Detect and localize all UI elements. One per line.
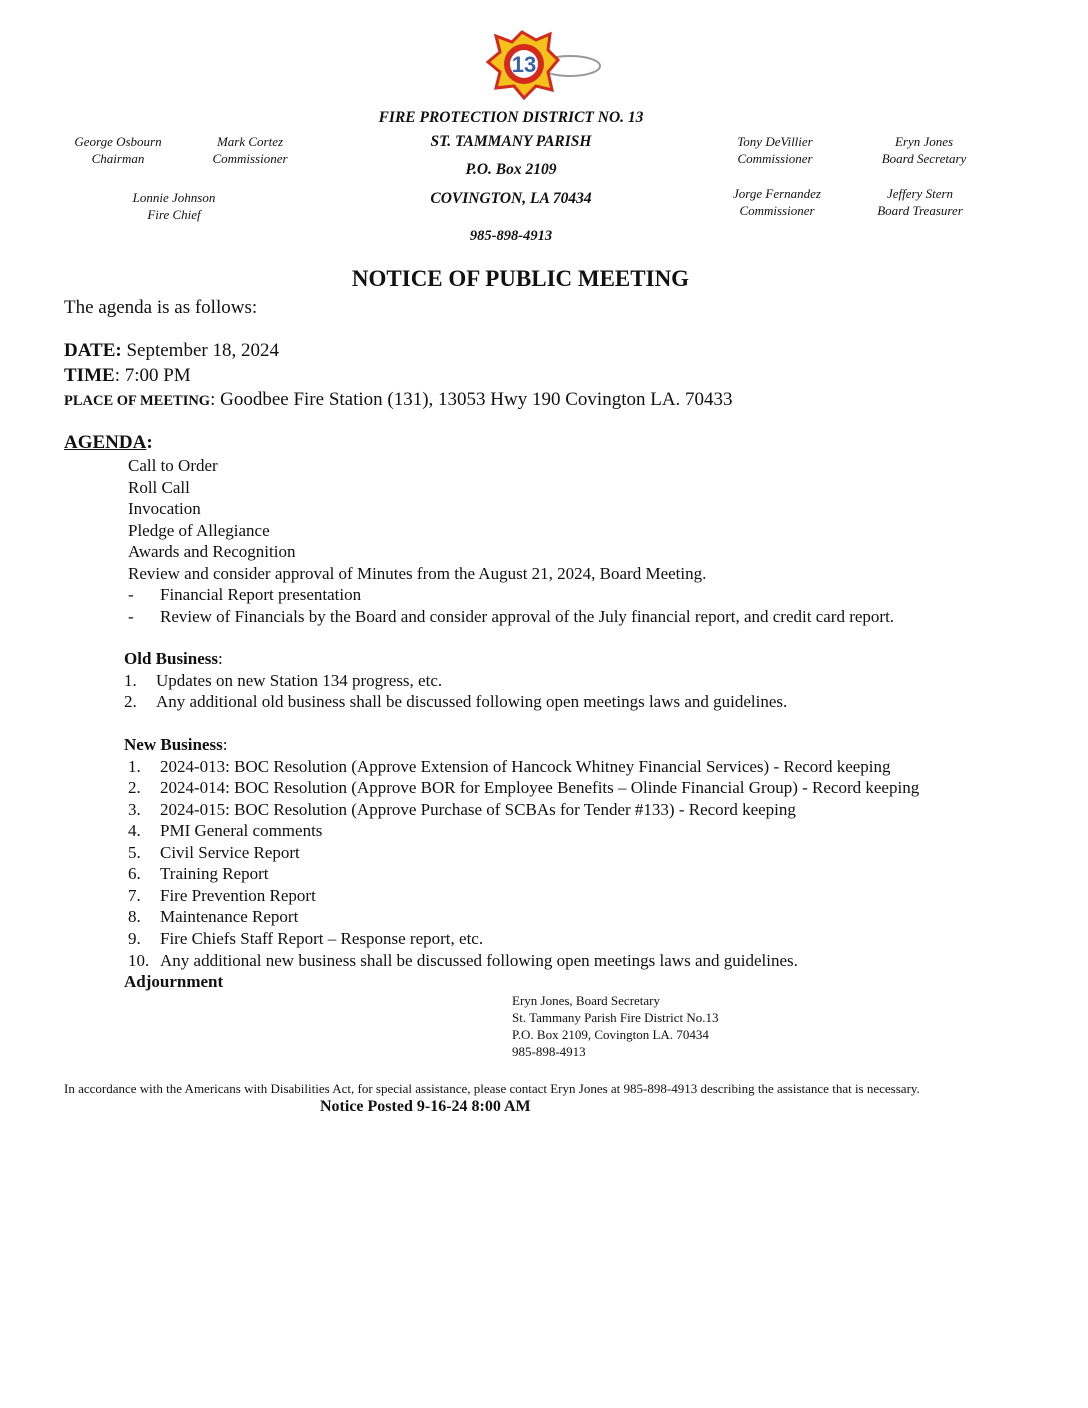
agenda-item: Call to Order <box>128 456 218 475</box>
official-cortez <box>200 133 300 167</box>
official-name: Tony DeVillier <box>737 134 813 149</box>
old-business-heading: Old Business: <box>124 649 223 668</box>
notice-title: NOTICE OF PUBLIC MEETING <box>351 266 690 291</box>
signature-line: Eryn Jones, Board Secretary <box>512 993 661 1008</box>
meeting-time <box>64 365 191 387</box>
signature-line: St. Tammany Parish Fire District No.13 <box>512 1010 719 1025</box>
signature-line: 985-898-4913 <box>512 1044 586 1059</box>
official-title: Board Treasurer <box>877 203 963 218</box>
old-business-item: Updates on new Station 134 progress, etc. <box>156 671 443 690</box>
date-label: DATE: <box>64 340 122 361</box>
adjournment: Adjournment <box>124 972 224 991</box>
old-business-number: 1. <box>124 671 137 690</box>
new-business-number: 2. <box>128 778 141 797</box>
agenda-intro: The agenda is as follows: <box>64 297 258 318</box>
posted-notice: Notice Posted 9-16-24 8:00 AM <box>320 1098 531 1115</box>
city-state: COVINGTON, LA 70434 <box>430 190 592 207</box>
signature-line: P.O. Box 2109, Covington LA. 70434 <box>512 1027 709 1042</box>
time-label: TIME <box>64 365 115 386</box>
new-business-item: Fire Chiefs Staff Report – Response report, etc. <box>160 929 484 948</box>
new-business-number: 6. <box>128 864 141 883</box>
official-johnson <box>124 189 224 223</box>
agenda-item: Invocation <box>128 499 201 518</box>
date-value: September 18, 2024 <box>121 340 279 361</box>
official-fernandez <box>724 185 830 219</box>
agenda-sub-item: Review of Financials by the Board and consider approval of the July financial report, and credit card report. <box>160 607 895 626</box>
new-business-item: Maintenance Report <box>160 907 299 926</box>
agenda-sub-item: Financial Report presentation <box>160 585 362 604</box>
new-business-number: 4. <box>128 821 141 840</box>
new-business-number: 7. <box>128 886 141 905</box>
place-value: : Goodbee Fire Station (131), 13053 Hwy 190 Covington LA. 70433 <box>210 389 733 410</box>
new-business-item: PMI General comments <box>160 821 323 840</box>
time-value: : 7:00 PM <box>114 365 191 386</box>
agenda-heading: AGENDA: <box>64 432 153 453</box>
official-title: Board Secretary <box>881 151 967 166</box>
po-box: P.O. Box 2109 <box>465 161 557 178</box>
official-devillier <box>725 133 825 167</box>
new-business-item: 2024-015: BOC Resolution (Approve Purchase of SCBAs for Tender #133) - Record keeping <box>160 800 796 819</box>
old-business-item: Any additional old business shall be discussed following open meetings laws and guidelines. <box>156 692 788 711</box>
new-business-number: 10. <box>128 951 150 970</box>
official-name: George Osbourn <box>74 134 162 149</box>
official-title: Commissioner <box>737 151 813 166</box>
district-logo <box>484 30 606 102</box>
official-title: Fire Chief <box>147 207 201 222</box>
official-title: Commissioner <box>739 203 815 218</box>
agenda-item: Roll Call <box>128 478 190 497</box>
official-title: Chairman <box>91 151 145 166</box>
official-name: Jeffery Stern <box>886 186 954 201</box>
new-business-item: 2024-013: BOC Resolution (Approve Extension of Hancock Whitney Financial Services) - Record keeping <box>160 757 891 776</box>
old-business-number: 2. <box>124 692 137 711</box>
new-business-item: Civil Service Report <box>160 843 300 862</box>
official-name: Mark Cortez <box>216 134 284 149</box>
new-business-item: Any additional new business shall be discussed following open meetings laws and guidelines. <box>160 951 798 970</box>
place-label: PLACE OF MEETING <box>64 393 211 409</box>
logo-number: 13 <box>511 52 537 77</box>
sub-item-dash: - <box>128 607 134 626</box>
new-business-item: Fire Prevention Report <box>160 886 316 905</box>
official-osbourn <box>68 133 168 167</box>
new-business-item: 2024-014: BOC Resolution (Approve BOR for Employee Benefits – Olinde Financial Group) - Record keeping <box>160 778 920 797</box>
official-name: Eryn Jones <box>894 134 954 149</box>
meeting-date <box>64 340 279 362</box>
official-stern <box>868 185 972 219</box>
new-business-number: 9. <box>128 929 141 948</box>
agenda-item: Awards and Recognition <box>128 542 296 561</box>
agenda-item: Pledge of Allegiance <box>128 521 270 540</box>
phone-number: 985-898-4913 <box>469 228 553 244</box>
org-name: FIRE PROTECTION DISTRICT NO. 13 <box>378 109 644 126</box>
official-title: Commissioner <box>212 151 288 166</box>
official-jones <box>874 133 974 167</box>
parish-name: ST. TAMMANY PARISH <box>430 133 592 150</box>
ada-notice: In accordance with the Americans with Disabilities Act, for special assistance, please contact Eryn Jones at 985-898-4913 describing the assistance that is necessary. <box>64 1081 920 1096</box>
new-business-number: 1. <box>128 757 141 776</box>
meeting-place <box>64 389 733 411</box>
new-business-number: 3. <box>128 800 141 819</box>
new-business-number: 5. <box>128 843 141 862</box>
new-business-number: 8. <box>128 907 141 926</box>
signature-block <box>512 992 718 1060</box>
sub-item-dash: - <box>128 585 134 604</box>
agenda-item: Review and consider approval of Minutes from the August 21, 2024, Board Meeting. <box>128 564 707 583</box>
official-name: Jorge Fernandez <box>733 186 821 201</box>
new-business-item: Training Report <box>160 864 269 883</box>
new-business-heading: New Business: <box>124 735 228 754</box>
official-name: Lonnie Johnson <box>132 190 216 205</box>
